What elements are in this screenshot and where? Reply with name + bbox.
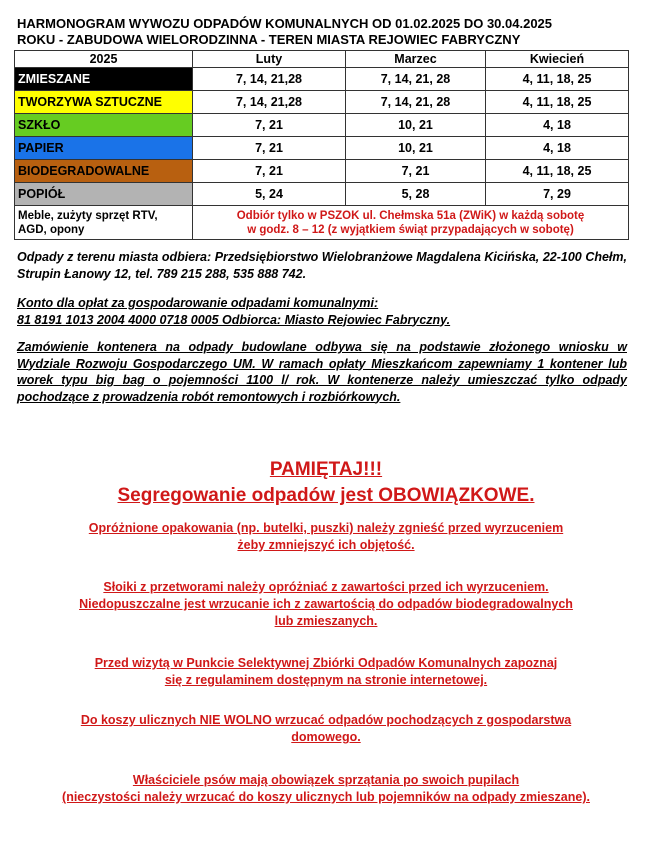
date-cell-kwiecien: 4, 18 [486, 137, 629, 160]
date-cell-luty: 7, 21 [193, 114, 346, 137]
date-cell-marzec: 10, 21 [346, 114, 486, 137]
pamietaj-heading: PAMIĘTAJ!!! [269, 459, 383, 480]
category-cell: ZMIESZANE [15, 68, 193, 91]
notice-jars [0, 579, 652, 630]
header-marzec: Marzec [346, 51, 486, 68]
notice-packaging [0, 520, 652, 554]
notice-street-bins-line-1: Do koszy ulicznych NIE WOLNO wrzucać odpadów pochodzących z gospodarstwa [80, 713, 572, 727]
table-row [15, 114, 629, 137]
table-row [15, 183, 629, 206]
notice-packaging-line-2: żeby zmniejszyć ich objętość. [237, 538, 415, 552]
meble-label-line-1: Meble, zużyty sprzęt RTV, [18, 209, 158, 222]
notice-packaging-line-1: Opróżnione opakowania (np. butelki, puszki) należy zgnieść przed wyrzuceniem [88, 521, 564, 535]
date-cell-luty: 7, 14, 21,28 [193, 91, 346, 114]
header-luty: Luty [193, 51, 346, 68]
date-cell-marzec: 10, 21 [346, 137, 486, 160]
date-cell-marzec: 7, 14, 21, 28 [346, 68, 486, 91]
date-cell-kwiecien: 4, 11, 18, 25 [486, 91, 629, 114]
category-cell: PAPIER [15, 137, 193, 160]
header-year: 2025 [15, 51, 193, 68]
title-line-1: HARMONOGRAM WYWOZU ODPADÓW KOMUNALNYCH OD 01.02.2025 DO 30.04.2025 [17, 16, 553, 31]
notice-jars-line-1: Słoiki z przetworami należy opróżniać z zawartości przed ich wyrzuceniem. [103, 580, 549, 594]
date-cell-luty: 7, 21 [193, 137, 346, 160]
header-kwiecien: Kwiecień [486, 51, 629, 68]
notice-dogs-line-1: Właściciele psów mają obowiązek sprzątania po swoich pupilach [132, 773, 520, 787]
notice-pszok [0, 655, 652, 689]
title-line-2: ROKU - ZABUDOWA WIELORODZINNA - TEREN MIASTA REJOWIEC FABRYCZNY [17, 32, 521, 47]
date-cell-kwiecien: 4, 11, 18, 25 [486, 68, 629, 91]
collector-info: Odpady z terenu miasta odbiera: Przedsiębiorstwo Wielobranżowe Magdalena Kicińska, 22-100 Chełm, Strupin Łanowy 12, tel. 789 215 288, 535 888 742. [17, 250, 627, 281]
table-row-meble [15, 206, 629, 240]
category-cell: BIODEGRADOWALNE [15, 160, 193, 183]
document-title [17, 16, 632, 48]
category-cell: TWORZYWA SZTUCZNE [15, 91, 193, 114]
notice-street-bins-line-2: domowego. [291, 730, 361, 744]
notice-jars-line-3: lub zmieszanych. [274, 614, 378, 628]
meble-label [15, 206, 193, 240]
date-cell-kwiecien: 7, 29 [486, 183, 629, 206]
category-cell: POPIÓŁ [15, 183, 193, 206]
date-cell-marzec: 7, 14, 21, 28 [346, 91, 486, 114]
date-cell-luty: 7, 21 [193, 160, 346, 183]
meble-note-line-2: w godz. 8 – 12 (z wyjątkiem świąt przypadających w sobotę) [247, 223, 574, 236]
meble-label-line-2: AGD, opony [18, 223, 85, 236]
date-cell-marzec: 7, 21 [346, 160, 486, 183]
table-row [15, 68, 629, 91]
meble-note-line-1: Odbiór tylko w PSZOK ul. Chełmska 51a (ZWiK) w każdą sobotę [236, 209, 585, 222]
notice-dogs [0, 772, 652, 806]
notice-dogs-line-2: (nieczystości należy wrzucać do koszy ulicznych lub pojemników na odpady zmieszane). [62, 790, 590, 804]
table-header-row [15, 51, 629, 68]
date-cell-luty: 5, 24 [193, 183, 346, 206]
table-row [15, 137, 629, 160]
account-info [17, 295, 627, 328]
account-line-1: Konto dla opłat za gospodarowanie odpadami komunalnymi: [17, 296, 379, 310]
account-line-2: 81 8191 1013 2004 4000 0718 0005 Odbiorca: Miasto Rejowiec Fabryczny. [17, 312, 451, 327]
schedule-table [14, 50, 629, 240]
table-row [15, 91, 629, 114]
notice-pszok-line-1: Przed wizytą w Punkcie Selektywnej Zbiórki Odpadów Komunalnych zapoznaj [94, 656, 558, 670]
segregation-heading: Segregowanie odpadów jest OBOWIĄZKOWE. [117, 485, 535, 506]
notice-pszok-line-2: się z regulaminem dostępnym na stronie internetowej. [164, 673, 488, 687]
notice-street-bins [0, 712, 652, 746]
category-cell: SZKŁO [15, 114, 193, 137]
notice-jars-line-2: Niedopuszczalne jest wrzucanie ich z zawartością do odpadów biodegradowalnych [79, 597, 573, 611]
container-info: Zamówienie kontenera na odpady budowlane odbywa się na podstawie złożonego wniosku w Wydziale Rozwoju Gospodarczego UM. W ramach opłaty Mieszkańcom zapewniamy 1 kontener lub worek typu big bag o pojemności 1100 l/ rok. W kontenerze należy umieszczać tylko odpady pochodzące z prowadzenia robót remontowych i rozbiórkowych. [17, 340, 627, 404]
date-cell-luty: 7, 14, 21,28 [193, 68, 346, 91]
date-cell-kwiecien: 4, 18 [486, 114, 629, 137]
date-cell-kwiecien: 4, 11, 18, 25 [486, 160, 629, 183]
table-row [15, 160, 629, 183]
date-cell-marzec: 5, 28 [346, 183, 486, 206]
meble-note [193, 206, 629, 240]
